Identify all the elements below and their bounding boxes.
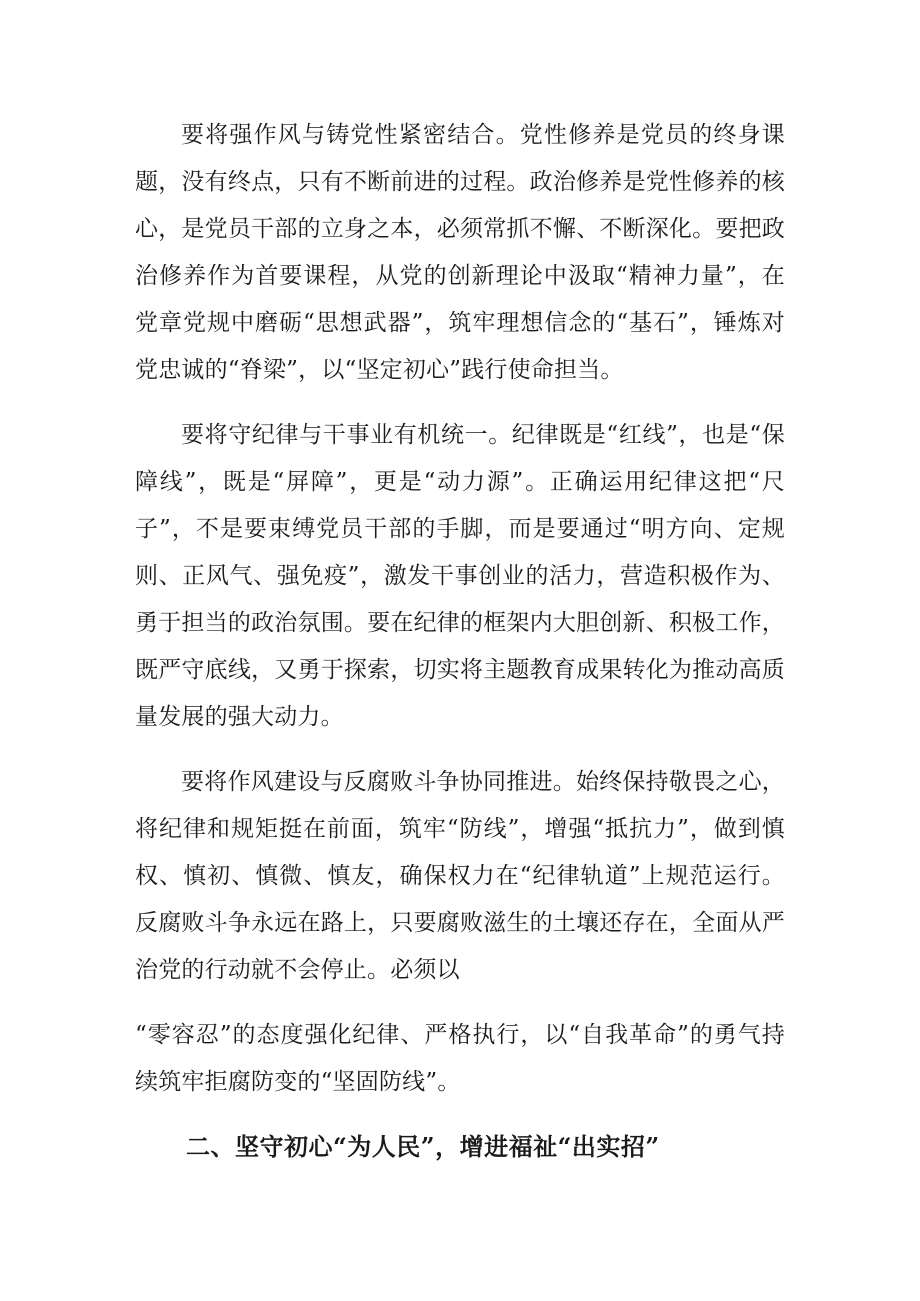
- paragraph-anti-corruption: 要将作风建设与反腐败斗争协同推进。始终保持敬畏之心，将纪律和规矩挺在前面，筑牢“防线”，增强“抵抗力”，做到慎权、慎初、慎微、慎友，确保权力在“纪律轨道”上规范运行。反腐败斗争永远在路上，只要腐败滋生的土壤还存在，全面从严治党的行动就不会停止。必须以: [135, 769, 785, 983]
- paragraph-discipline: 要将守纪律与干事业有机统一。纪律既是“红线”，也是“保障线”，既是“屏障”，更是“动力源”。正确运用纪律这把“尺子”，不是要束缚党员干部的手脚，而是要通过“明方向、定规则、正风气、强免疫”，激发干事创业的活力，营造积极作为、勇于担当的政治氛围。要在纪律的框架内大胆创新、积极工作，既严守底线，又勇于探索，切实将主题教育成果转化为推动高质量发展的强大动力。: [135, 422, 785, 730]
- paragraph-zero-tolerance: “零容忍”的态度强化纪律、严格执行，以“自我革命”的勇气持续筑牢拒腐防变的“坚固防线”。: [135, 1022, 785, 1095]
- section-heading: 二、坚守初心“为人民”，增进福祉“出实招”: [186, 1132, 660, 1161]
- paragraph-party-spirit: 要将强作风与铸党性紧密结合。党性修养是党员的终身课题，没有终点，只有不断前进的过程。政治修养是党性修养的核心，是党员干部的立身之本，必须常抓不懈、不断深化。要把政治修养作为首要课程，从党的创新理论中汲取“精神力量”，在党章党规中磨砺“思想武器”，筑牢理想信念的“基石”，锤炼对党忠诚的“脊梁”，以“坚定初心”践行使命担当。: [135, 122, 785, 383]
